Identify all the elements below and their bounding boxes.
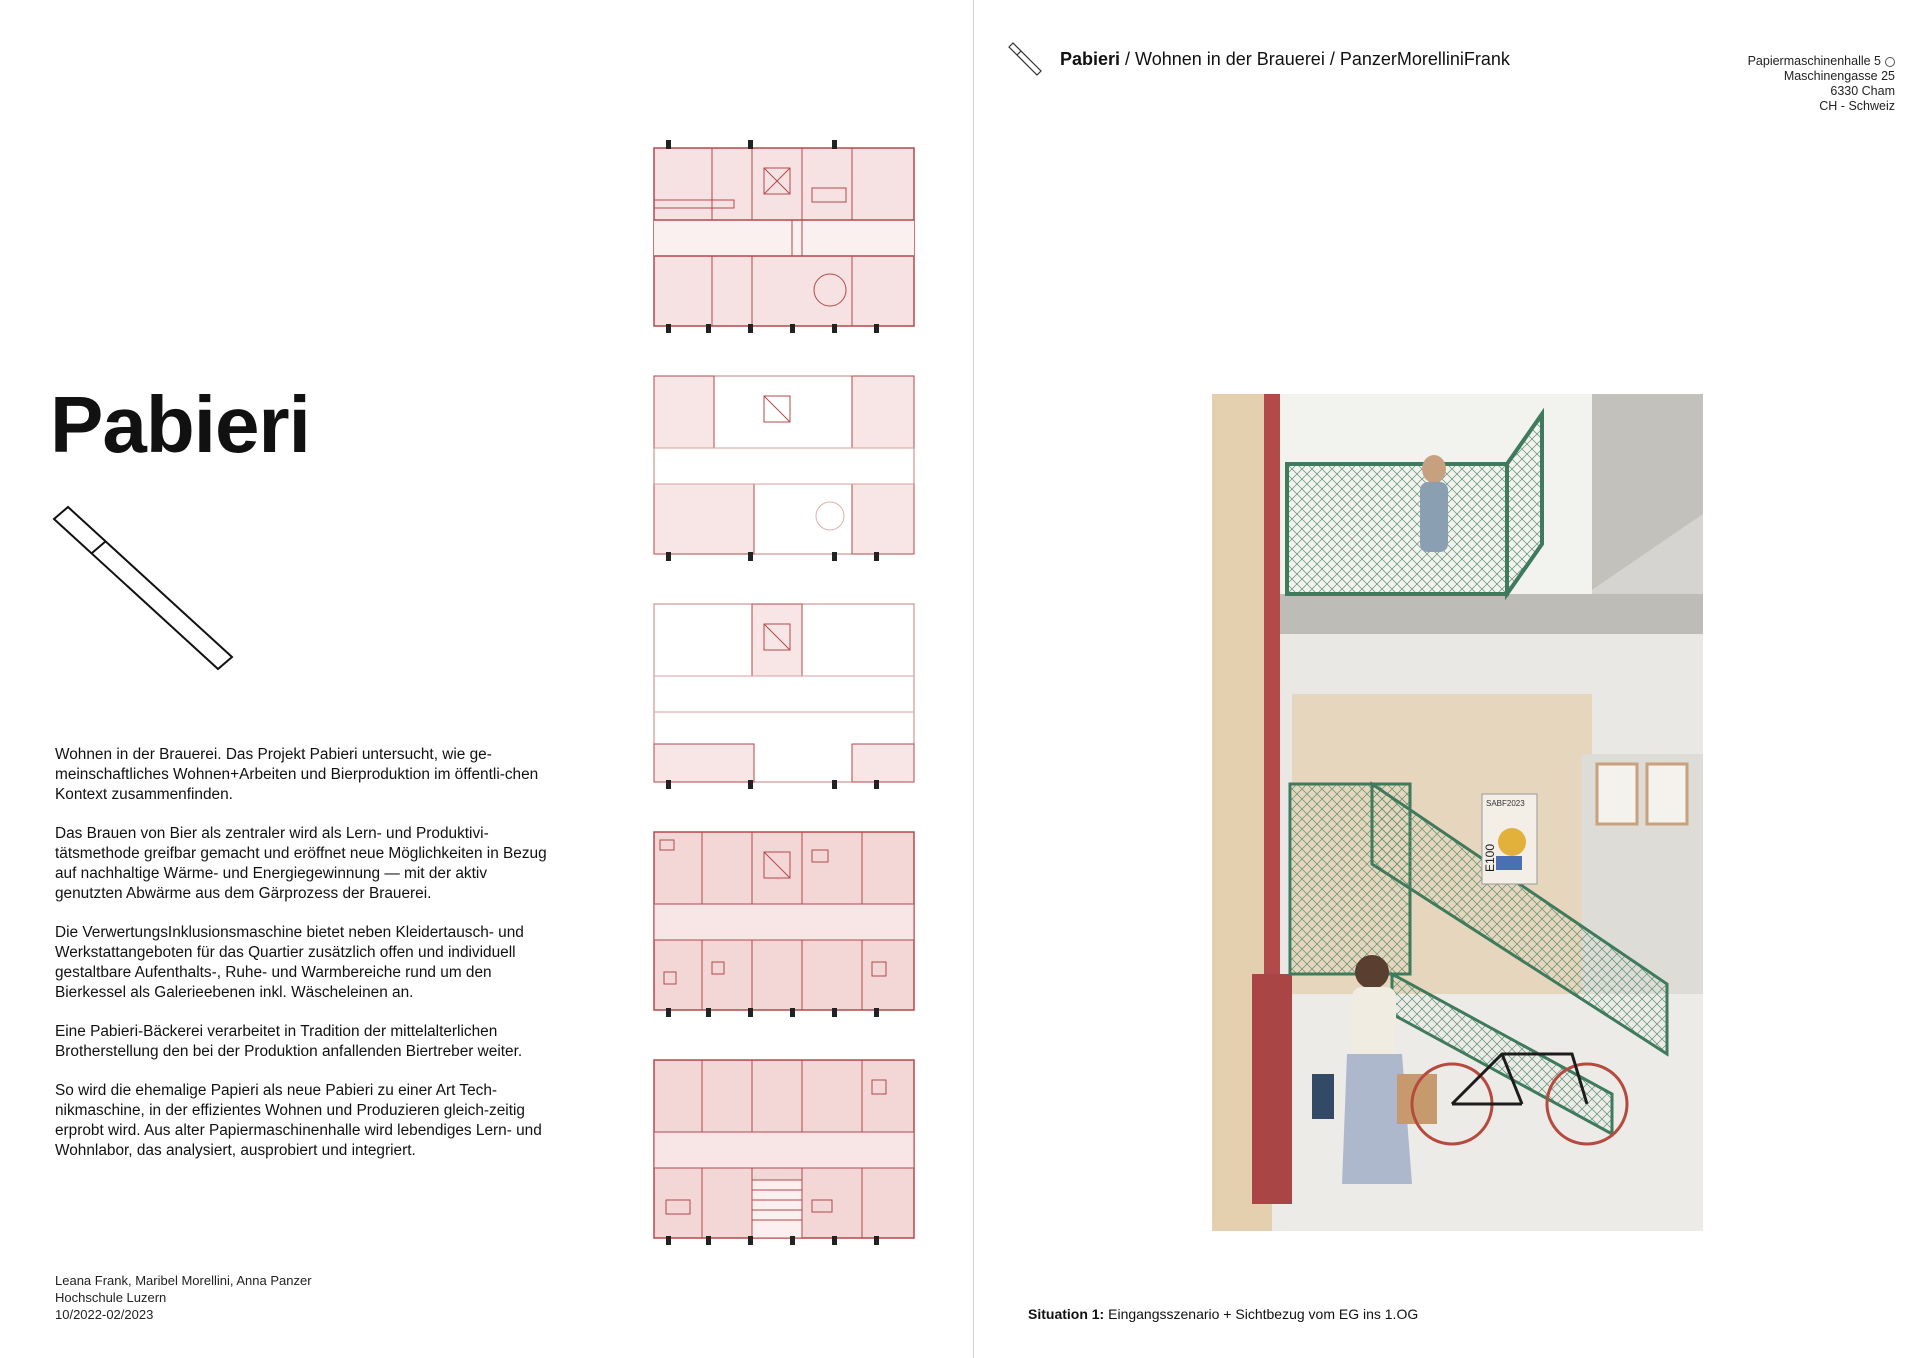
floor-plan-5	[652, 1050, 916, 1247]
paragraph: Wohnen in der Brauerei. Das Projekt Pabieri untersucht, wie ge-meinschaftliches Wohnen+Arbeiten und Bierproduktion im öffentli-chen Kontext zusammenfinden.	[55, 746, 539, 803]
paragraph: Die VerwertungsInklusionsmaschine bietet neben Kleidertausch- und Werkstattangeboten für das Quartier zusätzlich offen und individuell gestaltbare Aufenthalts-, Ruhe- und Warmbereiche rund um den Bierkessel als Galerieebenen inkl. Wäscheleinen an.	[55, 924, 524, 1001]
header-title-rest: / Wohnen in der Brauerei / PanzerMorelliniFrank	[1120, 48, 1510, 69]
floor-plan-4	[652, 822, 916, 1019]
address-line: Papiermaschinenhalle 5	[1747, 54, 1881, 68]
header-title	[1060, 49, 1510, 70]
pen-logo-icon	[52, 505, 242, 700]
poster-title: SABF2023	[1486, 799, 1525, 808]
paragraph: So wird die ehemalige Papieri als neue Pabieri zu einer Art Tech-nikmaschine, in der effizientes Wohnen und Produzieren gleich-zeitig erprobt wird. Aus alter Papiermaschinenhalle wird lebendiges Lern- und Wohnlabor, das analysiert, ausprobiert und integriert.	[55, 1082, 542, 1159]
credits	[55, 1272, 312, 1323]
school: Hochschule Luzern	[55, 1290, 167, 1305]
floor-plan-2	[652, 366, 916, 563]
paragraph: Das Brauen von Bier als zentraler wird als Lern- und Produktivi-tätsmethode greifbar gemacht und eröffnet neue Möglichkeiten in Bezug auf nachhaltige Wärme- und Energiegewinnung — mit der aktiv genutzten Abwärme aus dem Gärprozess der Brauerei.	[55, 825, 547, 902]
address-line: 6330 Cham	[1830, 84, 1895, 98]
header-title-bold: Pabieri	[1060, 48, 1121, 69]
caption-text: Eingangsszenario + Sichtbezug vom EG ins 1.OG	[1104, 1306, 1419, 1322]
floor-plan-3	[652, 594, 916, 791]
pen-logo-small-icon	[1008, 42, 1042, 76]
paragraph: Eine Pabieri-Bäckerei verarbeitet in Tradition der mittelalterlichen Brotherstellung den bei der Produktion anfallenden Biertreber weiter.	[55, 1023, 523, 1060]
page-title: Pabieri	[50, 380, 310, 469]
rendering-image	[1212, 394, 1703, 1231]
poster-number: E100	[1483, 843, 1497, 872]
period: 10/2022-02/2023	[55, 1307, 154, 1322]
description	[55, 745, 555, 1180]
address-block	[1748, 54, 1895, 114]
page-header	[1008, 42, 1510, 76]
caption-label: Situation 1:	[1028, 1306, 1105, 1322]
image-caption	[1028, 1306, 1418, 1322]
page-divider	[973, 0, 974, 1358]
floor-plan-1	[652, 138, 916, 335]
circle-icon	[1885, 57, 1895, 67]
address-line: CH - Schweiz	[1819, 99, 1895, 113]
address-line: Maschinengasse 25	[1783, 69, 1895, 83]
authors: Leana Frank, Maribel Morellini, Anna Panzer	[55, 1273, 312, 1288]
